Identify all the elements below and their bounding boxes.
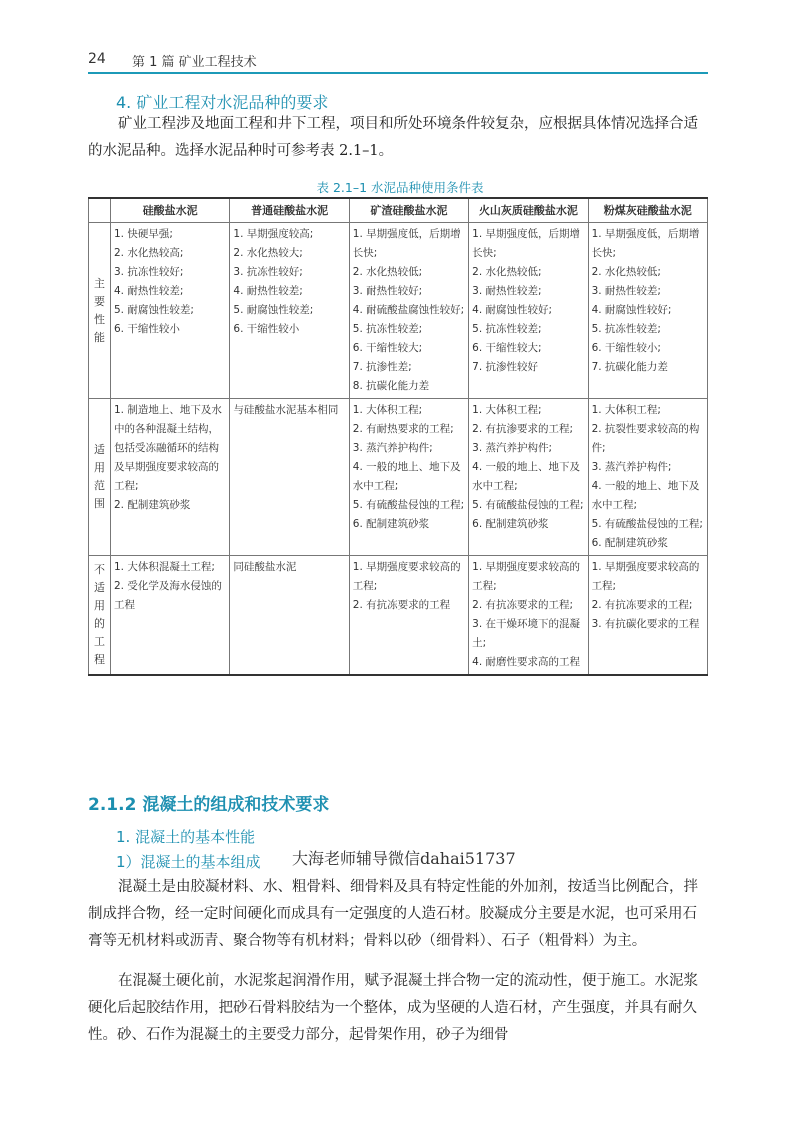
- cell-line: 6. 配制建筑砂浆: [352, 518, 430, 530]
- column-header: 火山灰质硅酸盐水泥: [469, 198, 588, 223]
- table-cell: [469, 399, 588, 556]
- column-header: 普通硅酸盐水泥: [230, 198, 349, 223]
- cell-line: 7. 抗渗性差;: [352, 361, 412, 373]
- section-4-paragraph: [88, 111, 710, 165]
- table-cell: [469, 223, 588, 399]
- cell-line: 6. 配制建筑砂浆: [472, 518, 549, 530]
- header-rule: [88, 72, 708, 74]
- chapter-title: 第 1 篇 矿业工程技术: [132, 55, 257, 70]
- cell-line: 3. 耐热性较差;: [472, 285, 542, 297]
- cell-line: 4. 耐腐蚀性较好;: [591, 304, 672, 316]
- cell-line: 7. 抗渗性较好: [472, 361, 539, 373]
- cell-line: 2. 受化学及海水侵蚀的工程: [114, 580, 222, 611]
- table-row: [89, 556, 708, 676]
- subheading-basic-properties: 1. 混凝土的基本性能: [116, 828, 256, 846]
- cell-line: 2. 水化热较低;: [472, 266, 542, 278]
- watermark-text: 大海老师辅导微信dahai51737: [292, 849, 516, 868]
- cell-line: 2. 配制建筑砂浆: [114, 499, 191, 511]
- table-cell: [469, 556, 588, 676]
- cell-line: 5. 抗冻性较差;: [472, 323, 542, 335]
- cell-line: 1. 早期强度较高;: [233, 228, 314, 240]
- cell-line: 6. 干缩性较小;: [591, 342, 661, 354]
- cell-line: 1. 大体积工程;: [472, 404, 542, 416]
- cell-line: 4. 耐热性较差;: [233, 285, 303, 297]
- cell-line: 7. 抗碳化能力差: [591, 361, 668, 373]
- page-number: 24: [88, 51, 106, 67]
- cell-line: 2. 水化热较高;: [114, 247, 184, 259]
- row-header: 适用范围: [89, 399, 111, 556]
- cell-line: 2. 抗裂性要求较高的构件;: [591, 423, 700, 454]
- table-cell: [111, 223, 230, 399]
- cell-line: 4. 耐热性较差;: [114, 285, 184, 297]
- cell-line: 4. 耐磨性要求高的工程: [472, 656, 581, 668]
- cell-line: 5. 抗冻性较差;: [352, 323, 423, 335]
- cell-line: 4. 耐腐蚀性较好;: [472, 304, 553, 316]
- cell-line: 5. 抗冻性较差;: [591, 323, 661, 335]
- cell-line: 3. 蒸汽养护构件;: [352, 442, 433, 454]
- concrete-paragraph-1: [88, 874, 710, 955]
- row-header: 不适用的工程: [89, 556, 111, 676]
- concrete-paragraph-2-text: 在混凝土硬化前，水泥浆起润滑作用，赋予混凝土拌合物一定的流动性，便于施工。水泥浆硬化后起胶结作用，把砂石骨料胶结为一个整体，成为坚硬的人造石材，产生强度，并具有耐久性。砂、石作为混凝土的主要受力部分，起骨架作用，砂子为细骨: [88, 973, 698, 1043]
- section-4-paragraph-text: 矿业工程涉及地面工程和井下工程，项目和所处环境条件较复杂，应根据具体情况选择合适的水泥品种。选择水泥品种时可参考表 2.1–1。: [88, 116, 698, 159]
- cell-line: 同硅酸盐水泥: [233, 561, 297, 573]
- cell-line: 2. 有耐热要求的工程;: [352, 423, 454, 435]
- table-cell: [588, 399, 707, 556]
- table-cell: [349, 223, 468, 399]
- cell-line: 3. 有抗碳化要求的工程: [591, 618, 700, 630]
- cell-line: 6. 干缩性较大;: [472, 342, 542, 354]
- cell-line: 5. 耐腐蚀性较差;: [233, 304, 314, 316]
- table-cell: [588, 556, 707, 676]
- table-row: [89, 223, 708, 399]
- subheading-basic-composition: 1）混凝土的基本组成: [116, 853, 261, 871]
- cell-line: 4. 一般的地上、地下及水中工程;: [352, 461, 461, 492]
- table-cell: [230, 556, 349, 676]
- cell-line: 与硅酸盐水泥基本相同: [233, 404, 339, 416]
- cell-line: 5. 有硫酸盐侵蚀的工程;: [352, 499, 465, 511]
- cell-line: 6. 干缩性较小: [233, 323, 300, 335]
- cell-line: 5. 有硫酸盐侵蚀的工程;: [591, 518, 703, 530]
- cell-line: 5. 有硫酸盐侵蚀的工程;: [472, 499, 584, 511]
- table-row: [89, 399, 708, 556]
- cell-line: 6. 干缩性较大;: [352, 342, 423, 354]
- cell-line: 5. 耐腐蚀性较差;: [114, 304, 194, 316]
- cell-line: 1. 早期强度要求较高的工程;: [352, 561, 461, 592]
- table-cell: [111, 399, 230, 556]
- cell-line: 3. 耐热性较好;: [352, 285, 423, 297]
- cell-line: 3. 在干燥环境下的混凝土;: [472, 618, 581, 649]
- cell-line: 2. 有抗冻要求的工程;: [472, 599, 574, 611]
- table-cell: [588, 223, 707, 399]
- table-cell: [349, 556, 468, 676]
- cell-line: 2. 有抗渗要求的工程;: [472, 423, 574, 435]
- section-2-1-2-heading: 2.1.2 混凝土的组成和技术要求: [88, 795, 330, 815]
- table-cell: [230, 399, 349, 556]
- column-header: 粉煤灰硅酸盐水泥: [588, 198, 707, 223]
- cell-line: 1. 大体积工程;: [591, 404, 661, 416]
- cell-line: 6. 干缩性较小: [114, 323, 180, 335]
- cell-line: 1. 早期强度低，后期增长快;: [352, 228, 461, 259]
- cell-line: 8. 抗碳化能力差: [352, 380, 430, 392]
- table-cell: [230, 223, 349, 399]
- cell-line: 1. 大体积混凝土工程;: [114, 561, 215, 573]
- cell-line: 3. 蒸汽养护构件;: [472, 442, 553, 454]
- column-header: 硅酸盐水泥: [111, 198, 230, 223]
- table-cell: [349, 399, 468, 556]
- row-header: 主要性能: [89, 223, 111, 399]
- cell-line: 1. 早期强度要求较高的工程;: [472, 561, 581, 592]
- cell-line: 2. 水化热较大;: [233, 247, 303, 259]
- column-header: 矿渣硅酸盐水泥: [349, 198, 468, 223]
- cell-line: 2. 水化热较低;: [591, 266, 661, 278]
- concrete-paragraph-1-text: 混凝土是由胶凝材料、水、粗骨料、细骨料及具有特定性能的外加剂，按适当比例配合，拌制成拌合物，经一定时间硬化而成具有一定强度的人造石材。胶凝成分主要是水泥，也可采用石膏等无机材料或沥青、聚合物等有机材料；骨料以砂（细骨料）、石子（粗骨料）为主。: [88, 879, 698, 949]
- table-cell: [111, 556, 230, 676]
- cement-usage-table: [88, 197, 708, 676]
- cell-line: 2. 水化热较低;: [352, 266, 423, 278]
- cell-line: 1. 制造地上、地下及水中的各种混凝土结构，包括受冻融循环的结构及早期强度要求较高的工程;: [114, 404, 222, 492]
- cell-line: 2. 有抗冻要求的工程: [352, 599, 451, 611]
- cell-line: 3. 抗冻性较好;: [114, 266, 184, 278]
- cell-line: 1. 快硬早强;: [114, 228, 173, 240]
- cell-line: 4. 耐硫酸盐腐蚀性较好;: [352, 304, 465, 316]
- cell-line: 2. 有抗冻要求的工程;: [591, 599, 693, 611]
- cell-line: 3. 耐热性较差;: [591, 285, 661, 297]
- cell-line: 4. 一般的地上、地下及水中工程;: [591, 480, 700, 511]
- concrete-paragraph-2: [88, 968, 710, 1049]
- section-4-heading: 4. 矿业工程对水泥品种的要求: [116, 93, 329, 112]
- page-header: [88, 48, 708, 74]
- cell-line: 3. 抗冻性较好;: [233, 266, 303, 278]
- cell-line: 1. 早期强度低，后期增长快;: [472, 228, 581, 259]
- table-caption: 表 2.1–1 水泥品种使用条件表: [316, 180, 484, 195]
- cell-line: 1. 早期强度要求较高的工程;: [591, 561, 700, 592]
- cell-line: 1. 大体积工程;: [352, 404, 423, 416]
- cell-line: 6. 配制建筑砂浆: [591, 537, 668, 549]
- cell-line: 4. 一般的地上、地下及水中工程;: [472, 461, 581, 492]
- cell-line: 1. 早期强度低，后期增长快;: [591, 228, 700, 259]
- table-corner-cell: [89, 198, 111, 223]
- cell-line: 3. 蒸汽养护构件;: [591, 461, 672, 473]
- table-header-row: [89, 198, 708, 223]
